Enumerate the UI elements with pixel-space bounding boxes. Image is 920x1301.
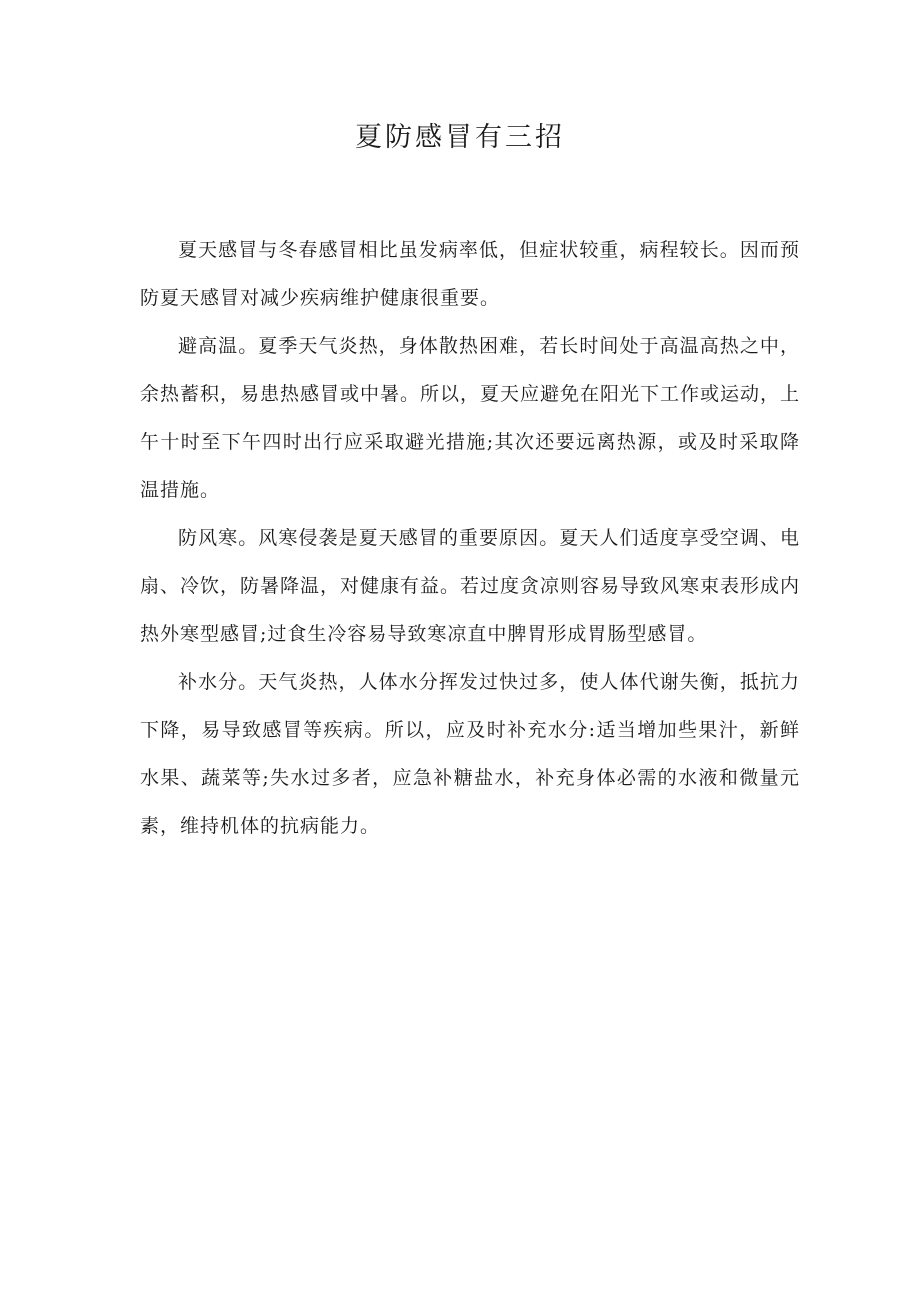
- paragraph-prevent-wind-cold: 防风寒。风寒侵袭是夏天感冒的重要原因。夏天人们适度享受空调、电扇、冷饮，防暑降温，对健康有益。若过度贪凉则容易导致风寒束表形成内热外寒型感冒;过食生冷容易导致寒凉直中脾胃形成胃肠型感冒。: [140, 527, 801, 645]
- paragraph-avoid-heat: 避高温。夏季天气炎热，身体散热困难，若长时间处于高温高热之中，余热蓄积，易患热感冒或中暑。所以，夏天应避免在阳光下工作或运动，上午十时至下午四时出行应采取避光措施;其次还要远离热源，或及时采取降温措施。: [140, 335, 801, 501]
- paragraph-replenish-water: 补水分。天气炎热，人体水分挥发过快过多，使人体代谢失衡，抵抗力下降，易导致感冒等疾病。所以，应及时补充水分:适当增加些果汁，新鲜水果、蔬菜等;失水过多者，应急补糖盐水，补充身体必需的水液和微量元素，维持机体的抗病能力。: [140, 671, 800, 837]
- paragraph-intro: 夏天感冒与冬春感冒相比虽发病率低，但症状较重，病程较长。因而预防夏天感冒对减少疾病维护健康很重要。: [140, 239, 800, 309]
- document-title: 夏防感冒有三招: [355, 122, 565, 153]
- document-body: [140, 226, 800, 850]
